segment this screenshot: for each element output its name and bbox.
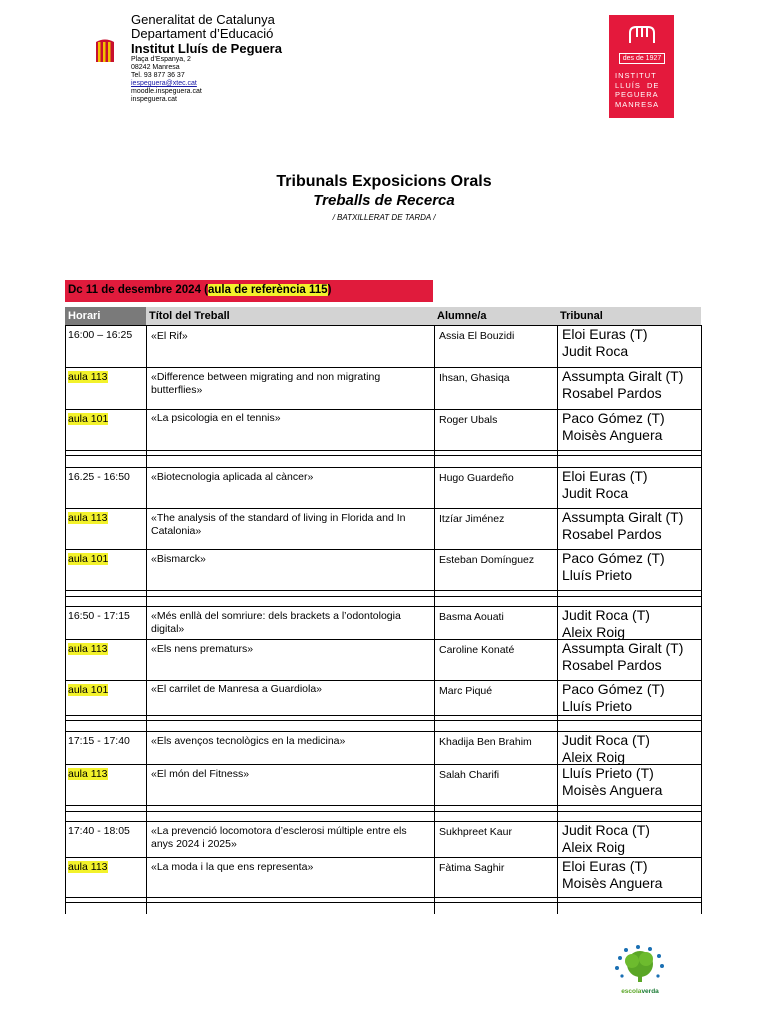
tribunal-president: Judit Roca (T) [562,822,650,838]
tribunal-members [562,822,650,855]
tribunal-member: Rosabel Pardos [562,525,662,542]
project-title: «La moda i la que ens representa» [151,861,314,873]
tribunal-president: Paco Gómez (T) [562,681,665,697]
eco-word-2: verda [641,988,659,995]
since-label: des de 1927 [619,53,665,64]
website-link[interactable]: inspeguera.cat [131,96,177,103]
tribunal-members [562,681,665,714]
tribunal-member: Lluís Prieto [562,697,633,714]
institute-name: Institut Lluís de Peguera [131,41,282,56]
column-header-titol: Títol del Treball [146,307,434,325]
student-name: Roger Ubals [439,414,498,426]
project-title: «Difference between migrating and non migrating butterflies» [151,371,381,396]
moodle-link[interactable]: moodle.inspeguera.cat [131,88,202,95]
tribunal-members [562,468,648,501]
tribunal-members [562,509,683,542]
column-header-horari: Horari [65,307,146,325]
tribunal-member: Moisès Anguera [562,874,663,891]
tribunal-member: Rosabel Pardos [562,384,662,401]
student-name: Khadija Ben Brahim [439,736,532,748]
project-title: «Els avenços tecnològics en la medicina» [151,735,346,747]
escola-verda-logo [612,944,668,996]
student-name: Ihsan, Ghasiqa [439,372,510,384]
gov-name: Generalitat de Catalunya [131,12,275,27]
tribunal-member: Aleix Roig [562,748,626,765]
date-banner-close: ) [327,284,332,296]
eco-word-1: escola [621,988,642,995]
room-label: aula 113 [68,512,108,524]
tribunal-president: Assumpta Giralt (T) [562,640,684,656]
project-title: «La prevenció locomotora d’esclerosi múltiple entre els anys 2024 i 2025» [151,825,407,850]
room-label: aula 113 [68,768,108,780]
project-title: «El Rif» [151,330,188,342]
tribunal-president: Assumpta Giralt (T) [562,368,684,384]
project-title: «Biotecnologia aplicada al càncer» [151,471,314,483]
student-name: Sukhpreet Kaur [439,826,512,838]
student-name: Basma Aouati [439,611,504,623]
date-banner-text [68,283,331,298]
time-slot: 16.25 - 16:50 [68,471,130,483]
student-name: Marc Piqué [439,685,493,697]
tribunal-president: Eloi Euras (T) [562,468,648,484]
email-link[interactable]: iespeguera@xtec.cat [131,80,197,87]
room-label: aula 101 [68,413,109,425]
student-name: Hugo Guardeño [439,472,514,484]
column-header-alumne: Alumne/a [434,307,557,325]
logo-line: MANRESA [615,99,660,109]
project-title: «Més enllà del somriure: dels brackets a l’odontologia digital» [151,610,401,635]
student-name: Salah Charifi [439,769,500,781]
tribunal-member: Moisès Anguera [562,781,663,798]
letterhead [131,13,391,104]
logo-line: LLUÍS DE [615,80,660,90]
tribunal-members [562,326,648,359]
student-name: Caroline Konaté [439,644,515,656]
page-title: Tribunals Exposicions Orals [276,173,492,190]
reference-room: aula de referència 115 [208,284,328,296]
tribunal-president: Assumpta Giralt (T) [562,509,684,525]
tribunal-member: Lluís Prieto [562,566,633,583]
page-section-label: / BATXILLERAT DE TARDA / [332,213,436,222]
school-logo [609,15,674,118]
postal-line: 08242 Manresa [131,64,180,71]
tribunal-president: Judit Roca (T) [562,607,650,623]
tribunal-member: Aleix Roig [562,623,626,640]
phone-line: Tel. 93 877 36 37 [131,72,185,79]
time-slot: 16:00 – 16:25 [68,329,133,341]
time-slot: 16:50 - 17:15 [68,610,130,622]
tribunal-member: Judit Roca [562,342,629,359]
tribunal-member: Judit Roca [562,484,629,501]
column-header-tribunal: Tribunal [557,307,701,325]
room-label: aula 113 [68,371,108,383]
tribunal-members [562,368,683,401]
generalitat-logo [94,38,116,64]
svg-text:escolaverda [621,988,659,995]
student-name: Assia El Bouzidi [439,330,515,342]
tribunal-president: Lluís Prieto (T) [562,765,654,781]
room-label: aula 113 [68,861,108,873]
tribunal-members [562,410,665,443]
tribunal-members [562,765,662,798]
page-subtitle: Treballs de Recerca [313,192,455,209]
room-label: aula 101 [68,684,109,696]
tribunal-president: Eloi Euras (T) [562,326,648,342]
project-title: «Bismarck» [151,553,206,565]
project-title: «Els nens prematurs» [151,643,254,655]
tribunal-members [562,640,683,673]
tribunal-members [562,732,650,765]
tribunal-president: Paco Gómez (T) [562,550,665,566]
school-logo-name [615,71,671,109]
student-name: Esteban Domínguez [439,554,535,566]
room-label: aula 113 [68,643,108,655]
time-slot: 17:40 - 18:05 [68,825,130,837]
project-title: «El món del Fitness» [151,768,250,780]
tribunal-member: Aleix Roig [562,838,626,855]
tribunal-members [562,607,650,640]
tribunal-members [562,550,665,583]
logo-line: INSTITUT [615,71,657,80]
tribunal-president: Paco Gómez (T) [562,410,665,426]
tribunal-president: Eloi Euras (T) [562,858,648,874]
project-title: «La psicologia en el tennis» [151,412,281,424]
project-title: «The analysis of the standard of living in Florida and In Catalonia» [151,512,406,537]
tribunal-members [562,858,662,891]
date-label: Dc 11 de desembre 2024 ( [68,284,208,296]
logo-line: PEGUERA [615,90,659,99]
tribunal-member: Moisès Anguera [562,426,663,443]
time-slot: 17:15 - 17:40 [68,735,130,747]
schedule-table [65,325,702,914]
school-emblem-icon [627,23,657,47]
student-name: Fàtima Saghir [439,862,505,874]
address-line: Plaça d’Espanya, 2 [131,56,191,63]
department-name: Departament d’Educació [131,26,274,41]
room-label: aula 101 [68,553,109,565]
tribunal-member: Rosabel Pardos [562,656,662,673]
tribunal-president: Judit Roca (T) [562,732,650,748]
project-title: «El carrilet de Manresa a Guardiola» [151,683,323,695]
student-name: Itzíar Jiménez [439,513,505,525]
